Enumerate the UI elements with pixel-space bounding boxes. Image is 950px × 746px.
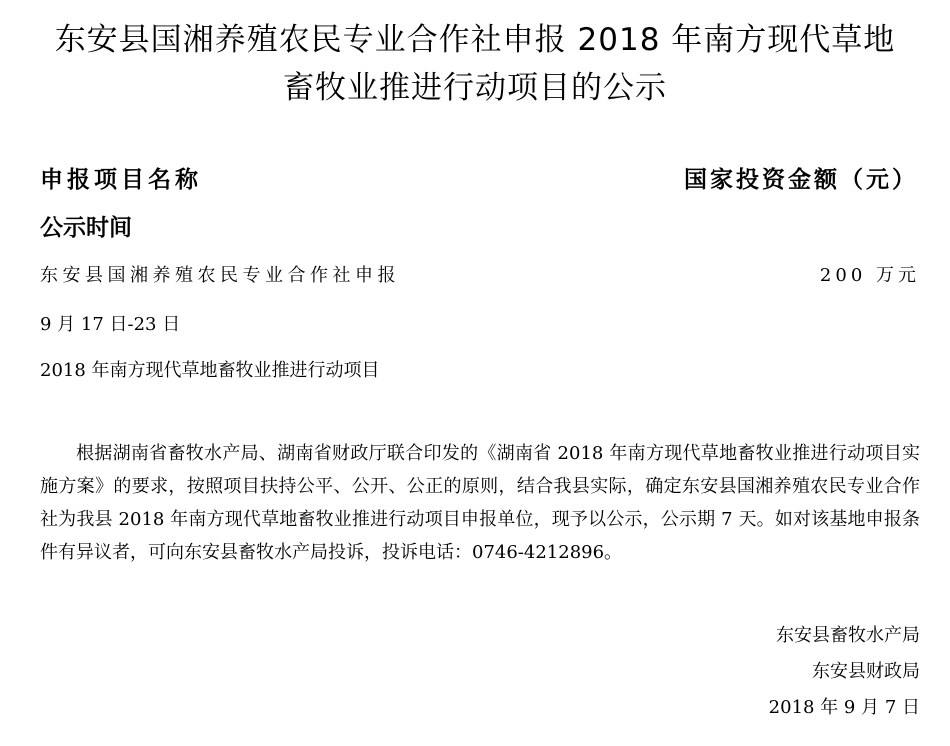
investment-amount-header: 国家投资金额（元） — [684, 167, 918, 193]
document-title-line-1: 东安县国湘养殖农民专业合作社申报 2018 年南方现代草地 — [54, 22, 896, 58]
project-name-header: 申报项目名称 — [40, 167, 202, 193]
announcement-time-header: 公示时间 — [40, 215, 132, 241]
signature-date: 2018 年 9 月 7 日 — [768, 697, 920, 718]
announcement-period-value: 9 月 17 日-23 日 — [40, 314, 181, 335]
signature-livestock-bureau: 东安县畜牧水产局 — [776, 625, 920, 646]
body-paragraph: 根据湖南省畜牧水产局、湖南省财政厅联合印发的《湖南省 2018 年南方现代草地畜牧业推进行动项目实施方案》的要求，按照项目扶持公平、公开、公正的原则，结合我县实际，确定东安县国湘养殖农民专业合作社为我县 2018 年南方现代草地畜牧业推进行动项目申报单位，现予以公示，公示期 7 天。如对该基地申报条件有异议者，可向东安县畜牧水产局投诉，投诉电话：0746-4212896。 — [40, 443, 920, 563]
project-name-value: 东安县国湘养殖农民专业合作社申报 — [40, 265, 400, 286]
document-title-line-2: 畜牧业推进行动项目的公示 — [283, 70, 667, 106]
program-name-value: 2018 年南方现代草地畜牧业推进行动项目 — [40, 360, 380, 381]
signature-finance-bureau: 东安县财政局 — [812, 661, 920, 682]
investment-amount-value: 200 万元 — [819, 265, 920, 286]
